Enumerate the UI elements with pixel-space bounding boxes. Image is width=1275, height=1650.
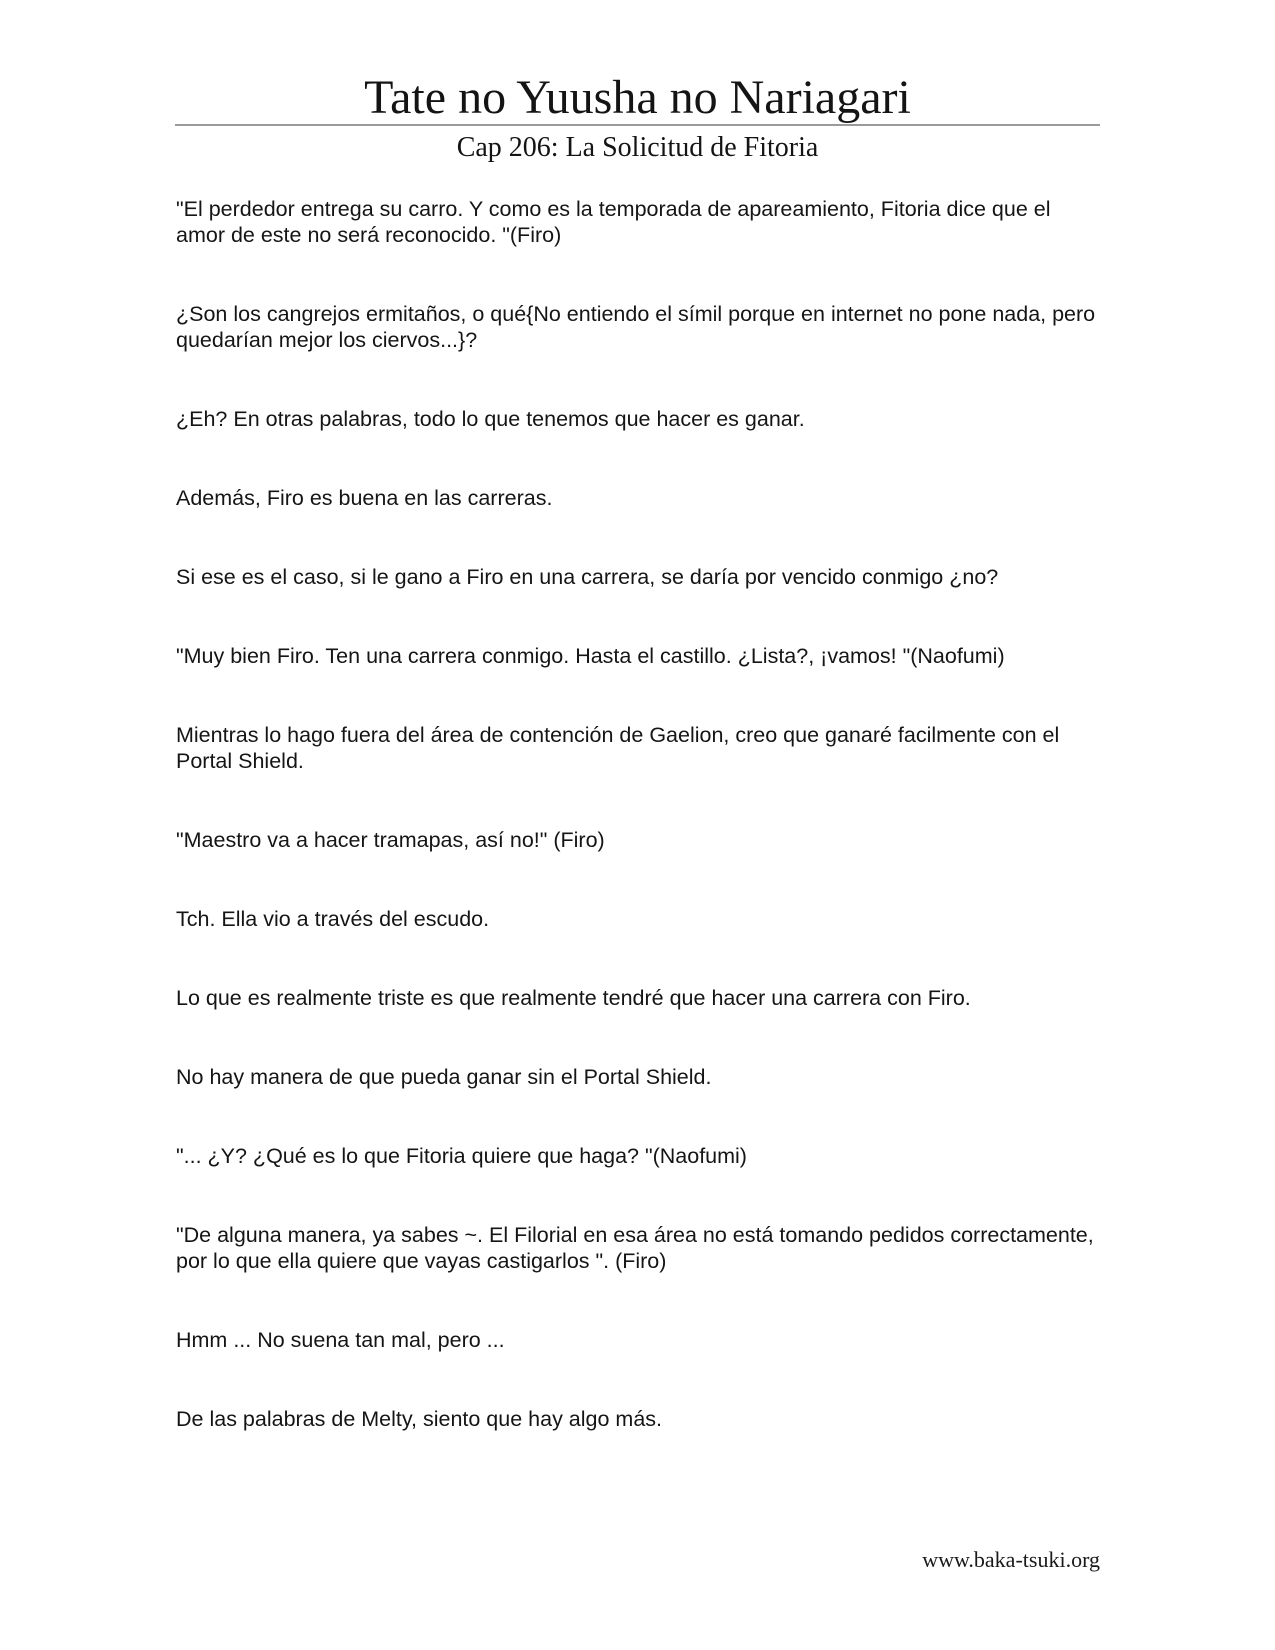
paragraph: Lo que es realmente triste es que realmente tendré que hacer una carrera con Firo.	[176, 986, 971, 1010]
paragraph: "De alguna manera, ya sabes ~. El Filorial en esa área no está tomando pedidos correctamente, por lo que ella quiere que vayas castigarlos ". (Firo)	[176, 1223, 1094, 1273]
paragraph: De las palabras de Melty, siento que hay algo más.	[176, 1407, 663, 1431]
paragraph: Mientras lo hago fuera del área de contención de Gaelion, creo que ganaré facilmente con el Portal Shield.	[176, 723, 1060, 773]
paragraph: ¿Eh? En otras palabras, todo lo que tenemos que hacer es ganar.	[176, 407, 805, 431]
paragraph: Si ese es el caso, si le gano a Firo en una carrera, se daría por vencido conmigo ¿no?	[176, 565, 999, 589]
chapter-subtitle: Cap 206: La Solicitud de Fitoria	[456, 132, 819, 163]
paragraph: Tch. Ella vio a través del escudo.	[176, 907, 490, 931]
paragraph: Hmm ... No suena tan mal, pero ...	[176, 1328, 505, 1352]
paragraph: "El perdedor entrega su carro. Y como es la temporada de apareamiento, Fitoria dice que el amor de este no será reconocido. "(Firo)	[176, 197, 1051, 247]
paragraph: "... ¿Y? ¿Qué es lo que Fitoria quiere que haga? "(Naofumi)	[176, 1144, 747, 1168]
document-body	[176, 196, 1096, 1485]
paragraph: "Muy bien Firo. Ten una carrera conmigo. Hasta el castillo. ¿Lista?, ¡vamos! "(Naofumi)	[176, 644, 1005, 668]
paragraph: No hay manera de que pueda ganar sin el Portal Shield.	[176, 1065, 712, 1089]
paragraph: Además, Firo es buena en las carreras.	[176, 486, 553, 510]
footer-site-url: www.baka-tsuki.org	[922, 1547, 1100, 1572]
document-title: Tate no Yuusha no Nariagari	[364, 71, 911, 124]
paragraph: "Maestro va a hacer tramapas, así no!" (Firo)	[176, 828, 605, 852]
title-divider	[175, 124, 1100, 126]
paragraph: ¿Son los cangrejos ermitaños, o qué{No entiendo el símil porque en internet no pone nada, pero quedarían mejor los ciervos...}?	[176, 302, 1096, 352]
